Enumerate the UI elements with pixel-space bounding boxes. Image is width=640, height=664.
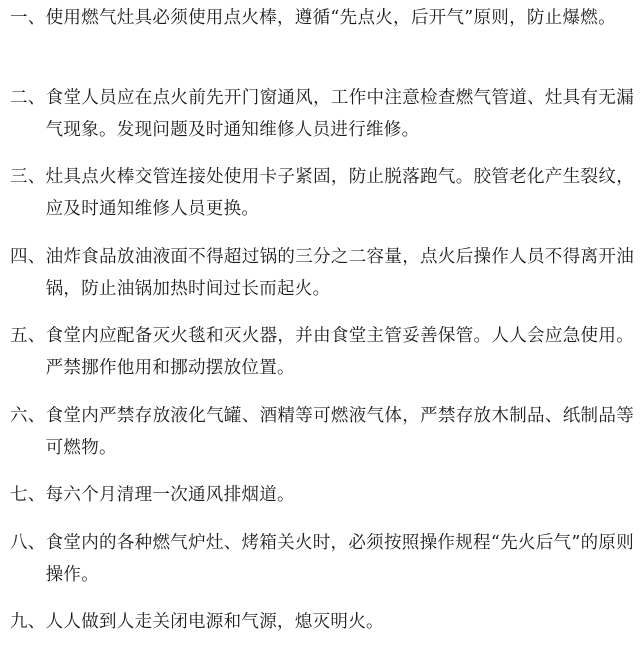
- rule-text: 食堂人员应在点火前先开门窗通风，工作中注意检查燃气管道、灶具有无漏气现象。发现问题及时通知维修人员进行维修。: [45, 88, 634, 140]
- rule-item-4: [10, 241, 634, 305]
- rule-number: 一、: [10, 8, 46, 28]
- rule-number: 四、: [10, 247, 46, 267]
- rule-item-6: [10, 400, 634, 464]
- rule-text: 食堂内的各种燃气炉灶、烤箱关火时，必须按照操作规程“先火后气”的原则操作。: [45, 533, 634, 585]
- rule-item-7: [10, 479, 634, 511]
- rule-item-8: [10, 527, 634, 591]
- rule-text: 使用燃气灶具必须使用点火棒，遵循“先点火，后开气”原则，防止爆燃。: [45, 8, 616, 28]
- rule-number: 三、: [10, 167, 46, 187]
- rule-number: 六、: [10, 406, 46, 426]
- rule-number: 八、: [10, 533, 46, 553]
- rule-item-9: [10, 606, 634, 638]
- rule-text: 食堂内严禁存放液化气罐、酒精等可燃液气体，严禁存放木制品、纸制品等可燃物。: [45, 406, 634, 458]
- rule-number: 七、: [10, 485, 46, 505]
- rule-text: 灶具点火棒交管连接处使用卡子紧固，防止脱落跑气。胶管老化产生裂纹，应及时通知维修人员更换。: [45, 167, 634, 219]
- rule-item-1: [10, 2, 634, 34]
- rule-text: 人人做到人走关闭电源和气源，熄灭明火。: [45, 612, 384, 632]
- rule-number: 五、: [10, 326, 46, 346]
- rule-text: 油炸食品放油液面不得超过锅的三分之二容量，点火后操作人员不得离开油锅，防止油锅加热时间过长而起火。: [45, 247, 634, 299]
- rule-item-5: [10, 320, 634, 384]
- rule-item-3: [10, 161, 634, 225]
- rule-text: 每六个月清理一次通风排烟道。: [45, 485, 295, 505]
- rule-number: 二、: [10, 88, 46, 108]
- rule-number: 九、: [10, 612, 46, 632]
- rule-item-2: [10, 82, 634, 146]
- rule-text: 食堂内应配备灭火毯和灭火器，并由食堂主管妥善保管。人人会应急使用。严禁挪作他用和挪动摆放位置。: [45, 326, 634, 378]
